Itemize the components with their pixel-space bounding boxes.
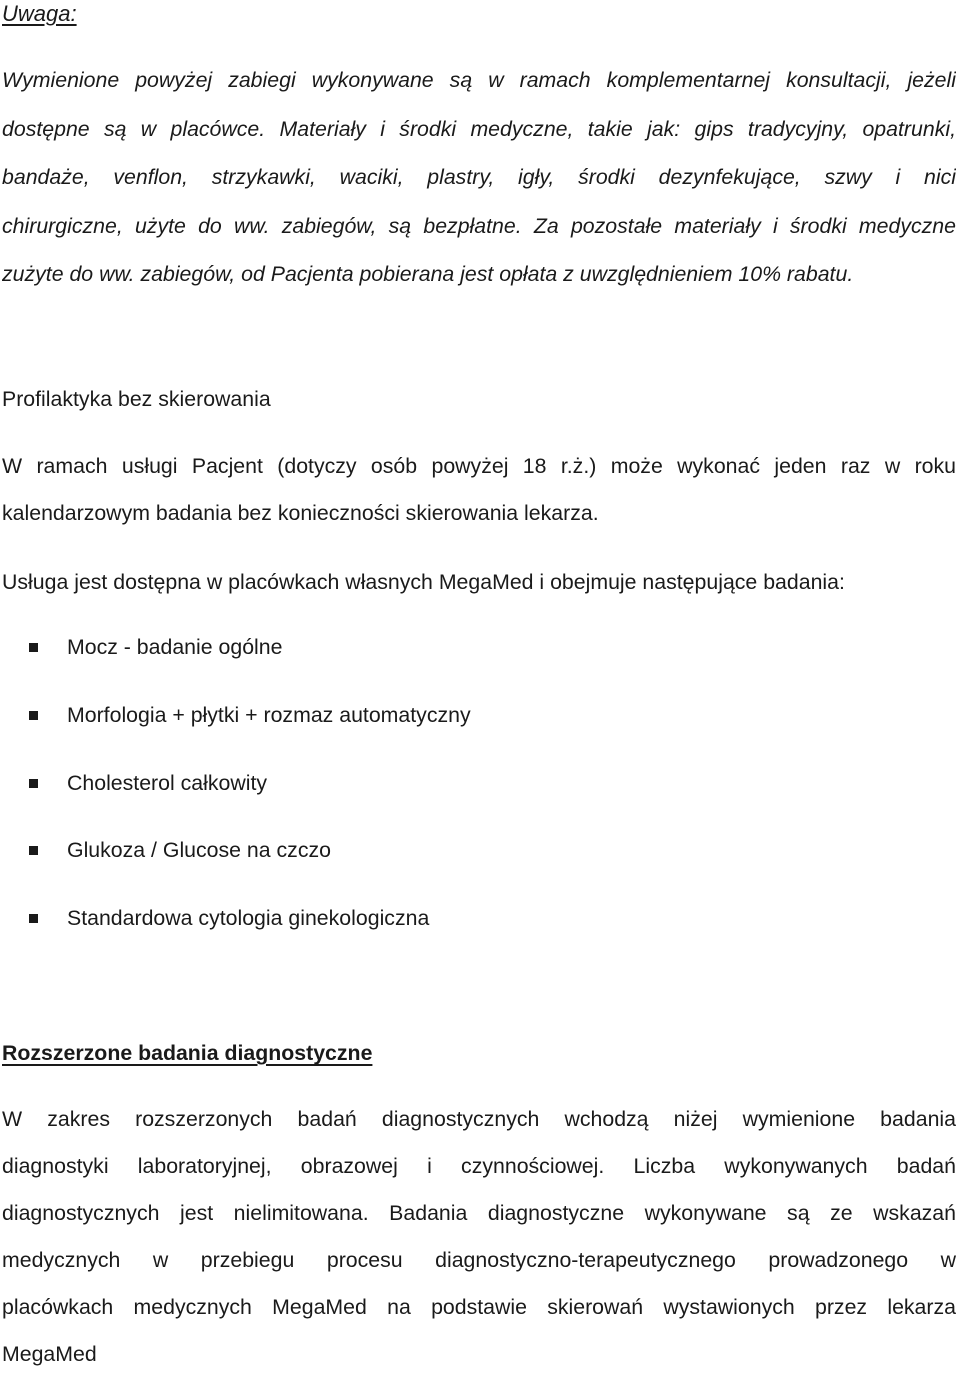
extended-line: W zakres rozszerzonych badań diagnostycznych wchodzą niżej wymienione badania bbox=[2, 1107, 956, 1131]
test-name: Mocz - badanie ogólne bbox=[67, 635, 283, 659]
extended-line: medycznych w przebiegu procesu diagnostyczno-terapeutycznego prowadzonego w bbox=[2, 1248, 956, 1272]
square-bullet-icon bbox=[29, 846, 38, 855]
extended-diagnostics-heading: Rozszerzone badania diagnostyczne bbox=[2, 1041, 373, 1065]
prophylaxis-intro bbox=[2, 443, 956, 537]
square-bullet-icon bbox=[29, 914, 38, 923]
note-line: bandaże, venflon, strzykawki, waciki, plastry, igły, środki dezynfekujące, szwy i nici bbox=[2, 165, 956, 190]
extended-diagnostics-paragraph bbox=[2, 1096, 956, 1378]
intro-line: kalendarzowym badania bez konieczności skierowania lekarza. bbox=[2, 501, 599, 525]
test-name: Standardowa cytologia ginekologiczna bbox=[67, 906, 430, 931]
prophylaxis-heading: Profilaktyka bez skierowania bbox=[2, 387, 271, 411]
note-title: Uwaga: bbox=[2, 1, 77, 26]
extended-line: diagnostyki laboratoryjnej, obrazowej i czynnościowej. Liczba wykonywanych badań bbox=[2, 1154, 956, 1178]
square-bullet-icon bbox=[29, 779, 38, 788]
test-name: Glukoza / Glucose na czczo bbox=[67, 838, 331, 863]
extended-line: placówkach medycznych MegaMed na podstawie skierowań wystawionych przez lekarza bbox=[2, 1295, 956, 1319]
note-line: chirurgiczne, użyte do ww. zabiegów, są bezpłatne. Za pozostałe materiały i środki medyczne bbox=[2, 213, 956, 238]
extended-line: MegaMed bbox=[2, 1342, 97, 1366]
intro-line: W ramach usługi Pacjent (dotyczy osób powyżej 18 r.ż.) może wykonać jeden raz w roku bbox=[2, 454, 956, 478]
service-availability-text: Usługa jest dostępna w placówkach własnych MegaMed i obejmuje następujące badania: bbox=[2, 570, 845, 594]
test-name: Cholesterol całkowity bbox=[67, 770, 268, 795]
note-line: zużyte do ww. zabiegów, od Pacjenta pobierana jest opłata z uwzględnieniem 10% rabatu. bbox=[2, 262, 854, 287]
square-bullet-icon bbox=[29, 711, 38, 720]
note-paragraph bbox=[2, 56, 956, 299]
note-line: dostępne są w placówce. Materiały i środki medyczne, takie jak: gips tradycyjny, opatrunki, bbox=[2, 116, 956, 141]
extended-line: diagnostycznych jest nielimitowana. Badania diagnostyczne wykonywane są ze wskazań bbox=[2, 1201, 956, 1225]
note-line: Wymienione powyżej zabiegi wykonywane są w ramach komplementarnej konsultacji, jeżeli bbox=[2, 68, 956, 92]
square-bullet-icon bbox=[29, 643, 38, 652]
test-name: Morfologia + płytki + rozmaz automatyczny bbox=[67, 702, 471, 727]
